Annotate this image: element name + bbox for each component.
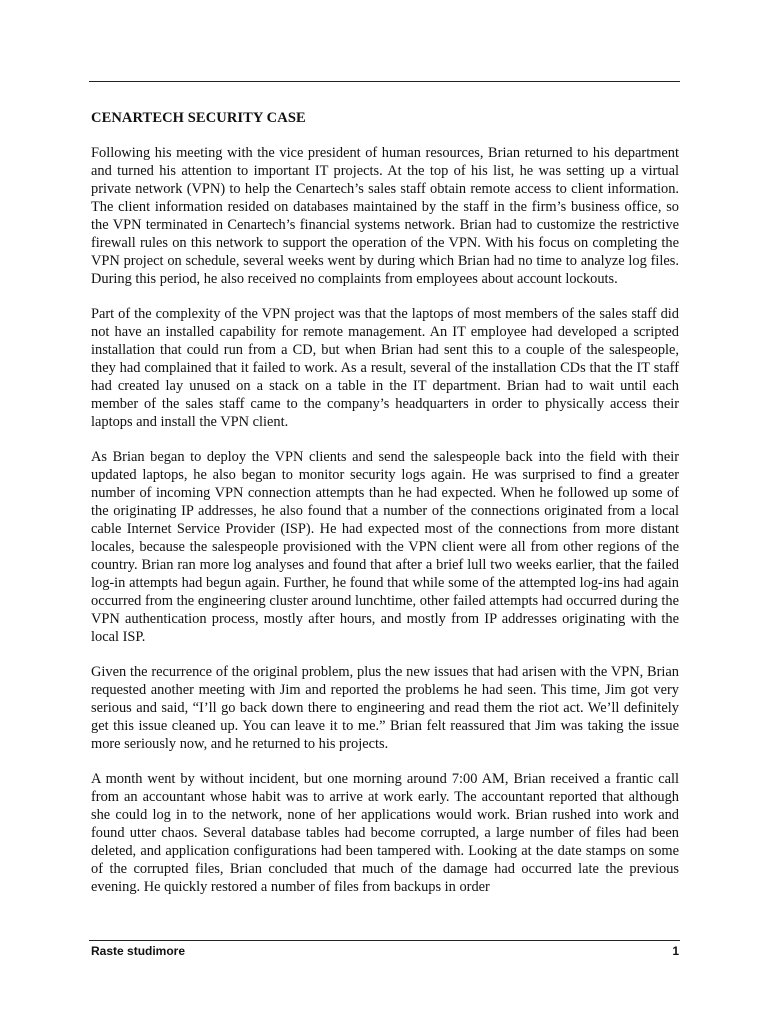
header-rule bbox=[89, 81, 680, 82]
paragraph: A month went by without incident, but one morning around 7:00 AM, Brian received a frantic call from an accountant whose habit was to arrive at work early. The accountant reported that although she could log in to the network, none of her applications would work. Brian rushed into work and found utter chaos. Several database tables had become corrupted, a large number of files had been deleted, and application configurations had been tampered with. Looking at the date stamps on some of the corrupted files, Brian concluded that much of the damage had occurred late the previous evening. He quickly restored a number of files from backups in order bbox=[91, 771, 679, 895]
footer-source-label: Raste studimore bbox=[91, 944, 186, 958]
document-body bbox=[91, 110, 679, 913]
document-title: CENARTECH SECURITY CASE bbox=[91, 110, 306, 126]
paragraph: Following his meeting with the vice president of human resources, Brian returned to his department and turned his attention to important IT projects. At the top of his list, he was setting up a virtual private network (VPN) to help the Cenartech’s sales staff obtain remote access to client information. The client information resided on databases maintained by the staff in the firm’s business office, so the VPN terminated in Cenartech’s financial systems network. Brian had to customize the restrictive firewall rules on this network to support the operation of the VPN. With his focus on completing the VPN project on schedule, several weeks went by during which Brian had no time to analyze log files. During this period, he also received no complaints from employees about account lockouts. bbox=[91, 145, 679, 287]
paragraph: Given the recurrence of the original problem, plus the new issues that had arisen with the VPN, Brian requested another meeting with Jim and reported the problems he had seen. This time, Jim got very serious and said, “I’ll go back down there to engineering and read them the riot act. We’ll definitely get this issue cleaned up. You can leave it to me.” Brian felt reassured that Jim was taking the issue more seriously now, and he returned to his projects. bbox=[91, 664, 679, 752]
paragraph: As Brian began to deploy the VPN clients and send the salespeople back into the field with their updated laptops, he also began to monitor security logs again. He was surprised to find a greater number of incoming VPN connection attempts than he had expected. When he followed up some of the originating IP addresses, he also found that a number of the connections originated from a local cable Internet Service Provider (ISP). He had expected most of the connections from more distant locales, because the salespeople provisioned with the VPN client were all from other regions of the country. Brian ran more log analyses and found that after a brief lull two weeks earlier, that the failed log-in attempts had begun again. Further, he found that while some of the attempted log-ins had again occurred from the engineering cluster around lunchtime, other failed attempts had occurred during the VPN authentication process, mostly after hours, and mostly from IP addresses originating with the local ISP. bbox=[91, 449, 679, 645]
footer-rule bbox=[89, 940, 680, 941]
paragraph: Part of the complexity of the VPN project was that the laptops of most members of the sales staff did not have an installed capability for remote management. An IT employee had developed a scripted installation that could run from a CD, but when Brian had sent this to a couple of the salespeople, they had complained that it failed to work. As a result, several of the installation CDs that the IT staff had created lay unused on a stack on a table in the IT department. Brian had to wait until each member of the sales staff came to the company’s headquarters in order to physically access their laptops and install the VPN client. bbox=[91, 306, 679, 430]
page-number: 1 bbox=[672, 944, 679, 958]
